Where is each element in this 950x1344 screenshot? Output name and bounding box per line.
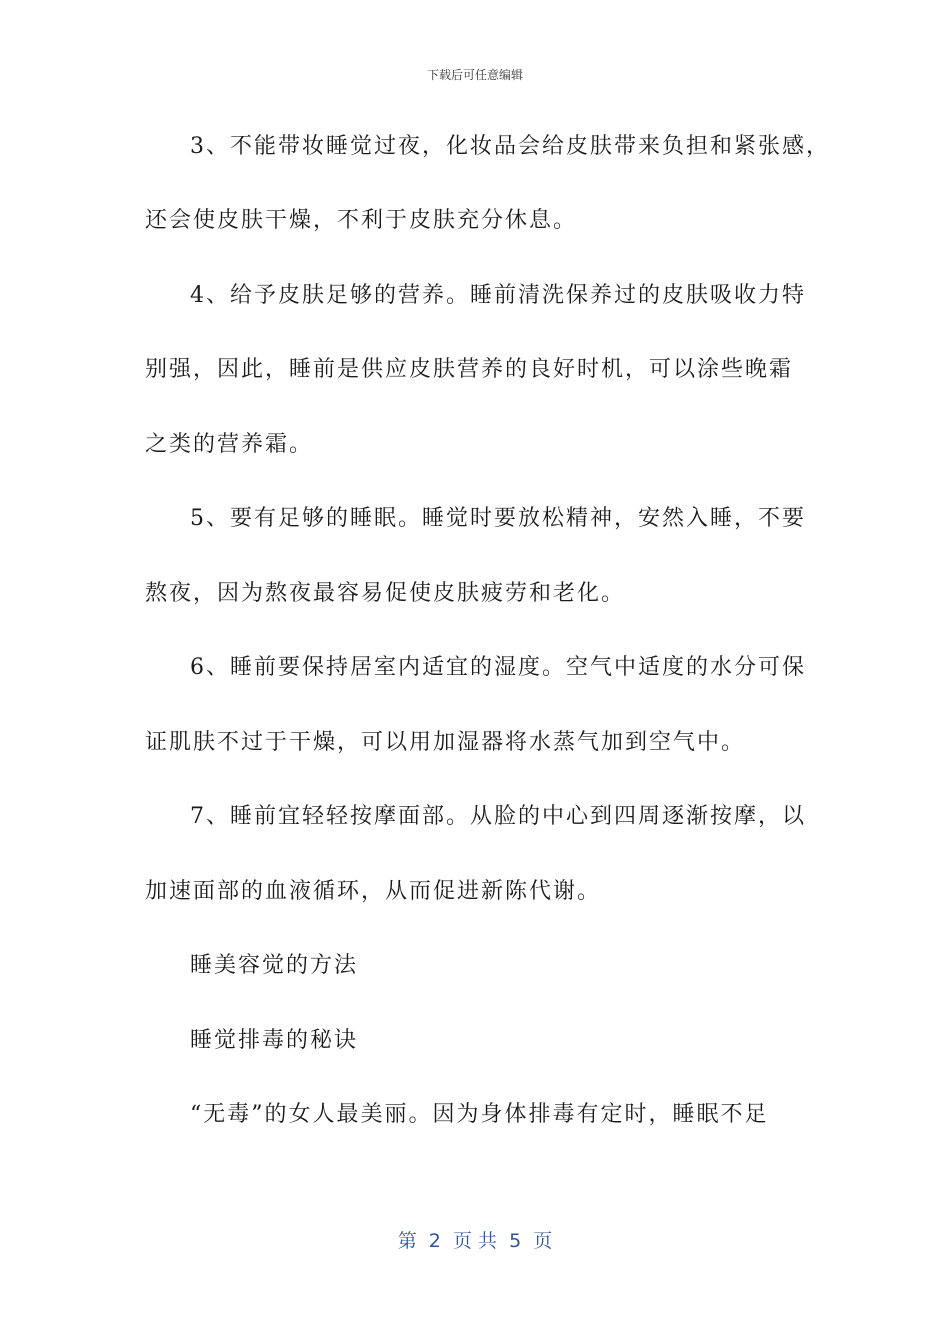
paragraph-line: 6、睡前要保持居室内适宜的湿度。空气中适度的水分可保 (190, 655, 806, 680)
paragraph-line: 7、睡前宜轻轻按摩面部。从脸的中心到四周逐渐按摩，以 (190, 804, 806, 829)
paragraph-line: 还会使皮肤干燥，不利于皮肤充分休息。 (145, 208, 578, 233)
paragraph-line: 别强，因此，睡前是供应皮肤营养的良好时机，可以涂些晚霜 (145, 357, 794, 382)
paragraph-line: 3、不能带妆睡觉过夜，化妆品会给皮肤带来负担和紧张感， (190, 134, 830, 159)
paragraph-line: 5、要有足够的睡眠。睡觉时要放松精神，安然入睡，不要 (190, 506, 806, 531)
paragraph-line: 证肌肤不过于干燥，可以用加湿器将水蒸气加到空气中。 (145, 730, 746, 755)
section-heading: 睡美容觉的方法 (190, 953, 359, 978)
paragraph-line: 之类的营养霜。 (145, 432, 314, 457)
page-number: 第 2 页 共 5 页 (397, 1230, 553, 1252)
paragraph-line: 4、给予皮肤足够的营养。睡前清洗保养过的皮肤吸收力特 (190, 283, 806, 308)
paragraph-line: 熬夜，因为熬夜最容易促使皮肤疲劳和老化。 (145, 581, 626, 606)
paragraph-line: 加速面部的血液循环，从而促进新陈代谢。 (145, 879, 602, 904)
paragraph-line: “无毒”的女人最美丽。因为身体排毒有定时，睡眠不足 (190, 1102, 769, 1127)
section-heading: 睡觉排毒的秘诀 (190, 1028, 359, 1053)
header-note: 下载后可任意编辑 (426, 68, 523, 82)
